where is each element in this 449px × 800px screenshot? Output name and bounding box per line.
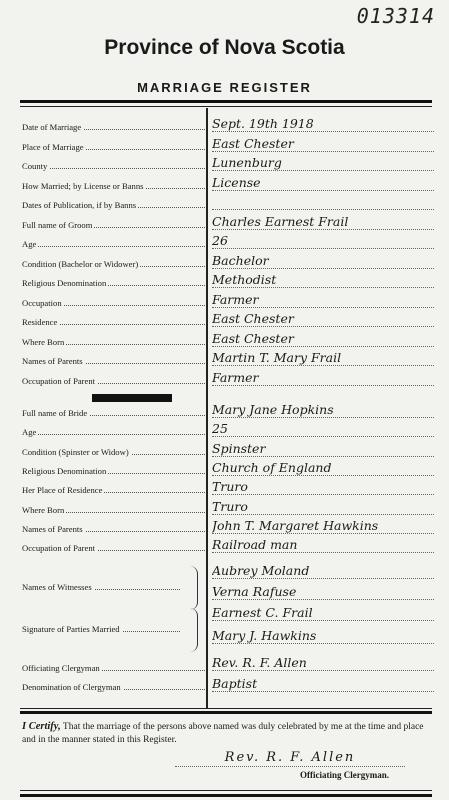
bride-field-value-5: Truro [212,499,434,515]
groom-field-value-2: Lunenburg [212,155,434,171]
groom-field-value-11: East Chester [212,331,434,347]
witness-2-value: Verna Rafuse [212,584,434,600]
bride-field-label-5: Where Born [22,505,207,515]
groom-field-label-8: Religious Denomination [22,278,207,288]
groom-field-label-12: Names of Parents [22,356,207,366]
bride-field-label-3: Religious Denomination [22,466,207,476]
top-rule-thick [20,100,432,103]
serial-number: 013314 [356,4,435,28]
groom-field-value-1: East Chester [212,136,434,152]
groom-field-value-12: Martin T. Mary Frail [212,350,434,366]
groom-field-label-1: Place of Marriage [22,142,207,152]
page-title: Province of Nova Scotia [104,36,345,59]
groom-field-value-6: 26 [212,233,434,249]
bride-field-value-4: Truro [212,479,434,495]
groom-field-label-10: Residence [22,317,207,327]
bride-field-value-3: Church of England [212,460,434,476]
groom-field-label-2: County [22,161,207,171]
groom-field-value-0: Sept. 19th 1918 [212,116,434,132]
witnesses-label: Names of Witnesses [22,582,182,592]
bride-field-value-6: John T. Margaret Hawkins [212,518,434,534]
bottom-rule-thin [20,708,432,709]
groom-field-value-5: Charles Earnest Frail [212,214,434,230]
bride-field-label-0: Full name of Bride [22,408,207,418]
groom-field-label-5: Full name of Groom [22,220,207,230]
party-groom-signature: Earnest C. Frail [212,605,434,621]
bottom-rule-thick [20,711,432,714]
register-subtitle: MARRIAGE REGISTER [137,80,312,95]
groom-field-label-13: Occupation of Parent [22,376,207,386]
witness-1-value: Aubrey Moland [212,563,434,579]
bride-field-label-1: Age [22,427,207,437]
bride-field-value-0: Mary Jane Hopkins [212,402,434,418]
groom-field-label-3: How Married; by License or Banns [22,181,207,191]
bride-field-label-6: Names of Parents [22,524,207,534]
groom-field-value-7: Bachelor [212,253,434,269]
groom-field-label-9: Occupation [22,298,207,308]
certification-text: I Certify, That the marriage of the persons above named was duly celebrated by me at the time and place and in the manner stated in this Register. [22,721,424,745]
section-divider-bar [92,394,172,402]
groom-field-label-11: Where Born [22,337,207,347]
groom-field-label-4: Dates of Publication, if by Banns [22,200,207,210]
groom-field-value-3: License [212,175,434,191]
party-bride-signature: Mary J. Hawkins [212,628,434,644]
groom-field-label-6: Age [22,239,207,249]
bride-field-value-7: Railroad man [212,537,434,553]
officiating-clergyman-value: Rev. R. F. Allen [212,655,434,671]
bride-field-label-7: Occupation of Parent [22,543,207,553]
bride-field-value-1: 25 [212,421,434,437]
clergy-denomination-value: Baptist [212,676,434,692]
clergy-denomination-label: Denomination of Clergyman [22,682,207,692]
groom-field-label-0: Date of Marriage [22,122,207,132]
footer-rule-thick [20,794,432,797]
groom-field-value-9: Farmer [212,292,434,308]
certification-signature: Rev. R. F. Allen [175,750,405,767]
bride-field-label-2: Condition (Spinster or Widow) [22,447,207,457]
certification-signature-label: Officiating Clergyman. [300,770,389,780]
top-rule-thin [20,106,432,107]
parties-brace [187,608,198,652]
groom-field-value-10: East Chester [212,311,434,327]
groom-field-value-4 [212,194,434,210]
groom-field-label-7: Condition (Bachelor or Widower) [22,259,207,269]
groom-field-value-8: Methodist [212,272,434,288]
officiating-clergyman-label: Officiating Clergyman [22,663,207,673]
bride-field-label-4: Her Place of Residence [22,485,207,495]
parties-label: Signature of Parties Married [22,624,182,634]
groom-field-value-13: Farmer [212,370,434,386]
footer-rule-thin [20,790,432,791]
witnesses-brace [187,566,198,610]
bride-field-value-2: Spinster [212,441,434,457]
